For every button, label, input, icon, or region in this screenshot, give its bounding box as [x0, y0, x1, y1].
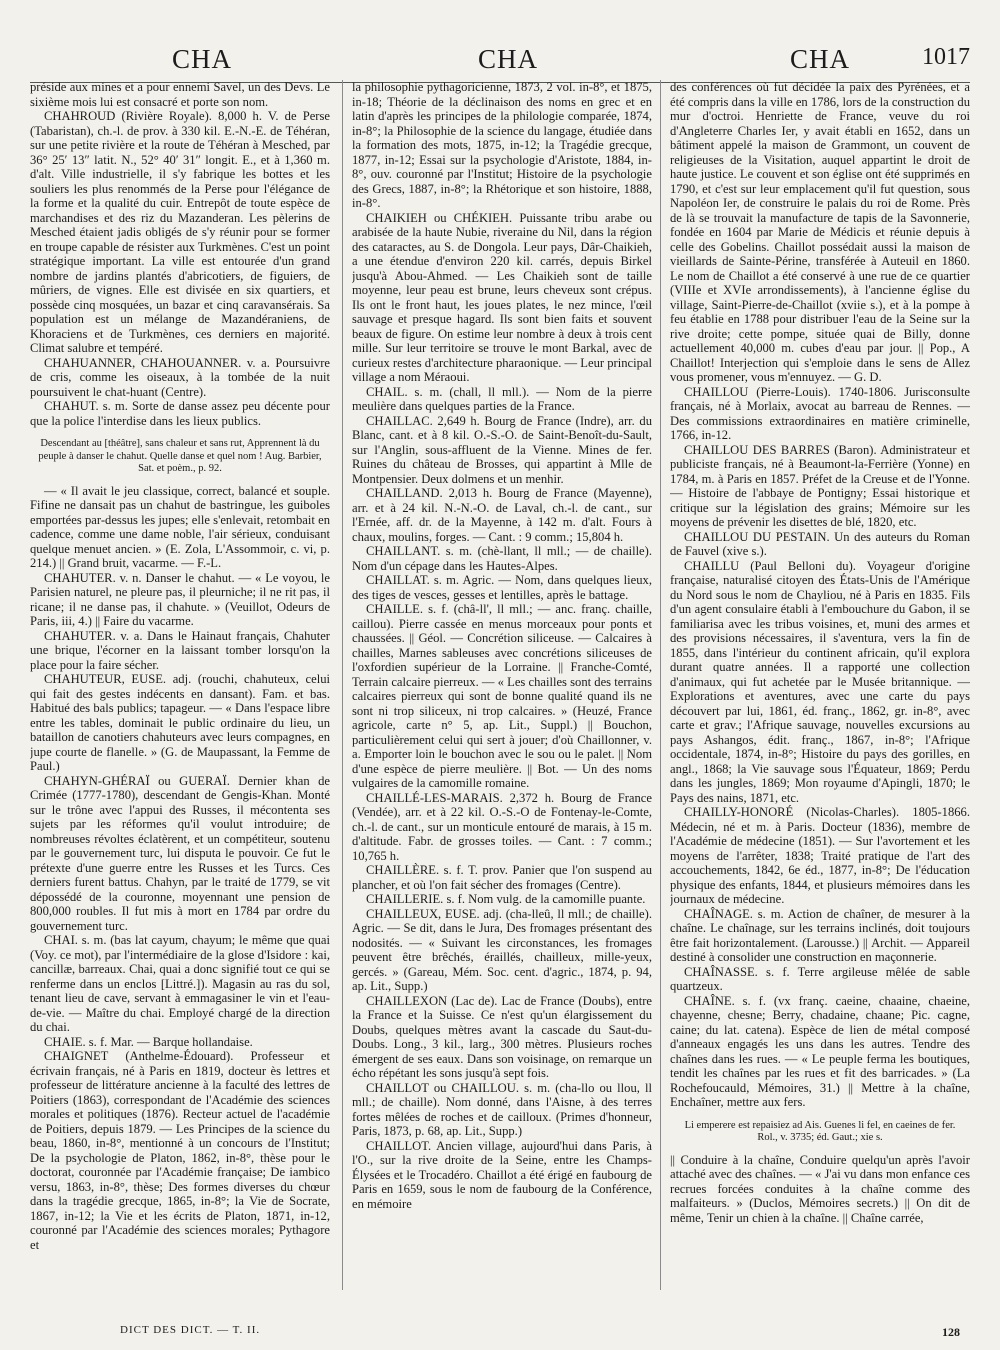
entry-chaille-les-marais: CHAILLÉ-LES-MARAIS. 2,372 h. Bourg de France (Vendée), arr. et à 22 kil. O.-S.-O de Fontenay-le-Comte, ch.-l. de cant., sur un monticule entouré de marais, à 15 m. d'altitude. Fabr. de grosses toiles. — Cant. : 7 comm.; 10,765 h. [352, 790, 652, 863]
entry-chahut: CHAHUT. s. m. Sorte de danse assez peu décente pour que la police l'interdise dans les lieux publics. [30, 399, 330, 428]
entry-chaikieh: CHAIKIEH ou CHÉKIEH. Puissante tribu arabe ou arabisée de la haute Nubie, riveraine du Nil, dans la région des cataractes, au S. de Dongola. Leur pays, Dâr-Chaikieh, a une étendue d'environ 220 kil. carrés, depuis Birkel jusqu'à Abou-Ahmed. — Les Chaikieh sont de taille moyenne, leur peau est brune, leurs cheveux sont crépus. Ils ont le front haut, les joues plates, le nez mince, l'œil sauvage et presque hagard. Ils sont bien faits et souvent beaux de figure. On estime leur nombre à deux à trois cent mille. Sur leur territoire se trouve le mont Barkal, avec de curieux restes d'architecture pharaonique. — Leur principal village a nom Méraoui. [352, 210, 652, 384]
entry-chaillot: CHAILLOT. Ancien village, aujourd'hui dans Paris, à l'O., sur la rive droite de la Seine, entre les Champs-Élysées et le Trocadéro. Chaillot a été érigé en faubourg de Paris en 1659, sous le nom de faubourg de la Conférence, en mémoire [352, 1138, 652, 1211]
entry-chaillu: CHAILLU (Paul Belloni du). Voyageur d'origine française, naturalisé citoyen des États-Unis de l'Amérique du Nord sous le nom de Chayliou, né à Paris en 1835. Fils d'un agent consulaire établi à l'embouchure du Gabon, il se familiarisa avec les tribus voisines, et, muni des armes et des provisions nécessaires, il s'aventura, vers la fin de 1855, dans l'intérieur du continent africain, qu'il explora durant quatre années. Il a rapporté une collection d'animaux, qui fut achetée par le Musée britannique. — Explorations et aventures, avec une carte du pays découvert par lui, 1861, éd. franç., 1862, gr. in-8°, avec carte et grav.; l'Afrique sauvage, nouvelles excursions au pays Ashangos, édit. franç., 1867, in-8°; l'Afrique occidentale, 1874, in-8°; Histoire du pays des gorilles, en angl., 1868; la Vie sauvage sous l'Équateur, 1869; Perdu dans les jungles, 1869; Mon royaume d'Apingli, 1870; le Pays des nains, 1871, etc. [670, 558, 970, 805]
volume-signature: DICT DES DICT. — T. II. [120, 1324, 261, 1336]
entry-chaillerie: CHAILLERIE. s. f. Nom vulg. de la camomille puante. [366, 892, 646, 906]
entry-chaillou: CHAILLOU (Pierre-Louis). 1740-1806. Jurisconsulte français, né à Morlaix, avocat au barreau de Rennes. — Des commissions extraordinaires en matière criminelle, 1766, in-12. [670, 384, 970, 442]
column-divider [342, 80, 343, 1290]
entry-chaillat: CHAILLAT. s. m. Agric. — Nom, dans quelques lieux, des tiges de vesces, gesses et lentilles, après le battage. [352, 573, 652, 602]
entry-chailly-honore: CHAILLY-HONORÉ (Nicolas-Charles). 1805-1866. Médecin, né et m. à Paris. Docteur (1836), membre de l'Académie de médecine (1851). — Sur l'avortement et les moyens de l'arrêter, 1838; Traité pratique de l'art des accouchements, 1842, 6e éd., 1877, in-8°; De l'éducation physique des enfants, 1844, et plusieurs mémoires dans les journaux de médecine. [670, 805, 970, 906]
entry-chahuanner: CHAHUANNER, CHAHOUANNER. v. a. Poursuivre de cris, comme les oiseaux, à la tombée de la nuit poursuivent le chat-huant (Centre). [30, 355, 330, 399]
running-head-right: CHA [790, 44, 851, 74]
entry-paragraph: la philosophie pythagoricienne, 1873, 2 vol. in-8°, et 1875, in-18; Théorie de la déclinaison des noms en grec et en latin d'après les principes de la philologie comparée, 1874, in-8°; la Philosophie de la science du langage, étudiée dans la formation des mots, 1875, in-12; la Tragédie grecque, 1877, in-12; Essai sur la psychologie d'Aristote, 1884, in-8°, ouv. couronné par l'Institut; Histoire de la psychologie des Grecs, 1887, in-8°; la Rhétorique et son histoire, 1888, in-8°. [352, 80, 652, 210]
entry-paragraph: || Conduire à la chaîne, Conduire quelqu'un après l'avoir attaché avec des chaînes. — « J'ai vu dans mon enfance ces recrues forcées conduites à la chaîne comme des malfaiteurs. » (Duclos, Mémoires secrets.) || On dit de même, Tenir un chien à la chaîne. || Chaîne carrée, [670, 1152, 970, 1225]
entry-paragraph: des conférences où fut décidée la paix des Pyrénées, et a été compris dans la ville en 1786, lors de la construction du mur d'octroi. Henriette de France, veuve du roi d'Angleterre Charles Ier, y avait établi en 1652, dans un bâtiment appelé la maison de Grammont, un couvent de religieuses de la Visitation, auquel appartint le droit de haute justice. Le couvent et son église ont été supprimés en 1790, et c'est sur leur emplacement qu'il fut question, sous Napoléon Ier, de construire le palais du roi de Rome. Près de là se trouvait la manufacture de tapis de la Savonnerie, fondée en 1604 par Marie de Médicis et réunie depuis à celle des Gobelins. Chaillot possédait aussi la maison de vieillards de Sainte-Périne, transférée à Auteuil en 1860. Le nom de Chaillot a été conservé à une rue de ce quartier (VIIIe et XVIe arrondissements), à l'ancienne église du village, Saint-Pierre-de-Chaillot (xviie s.), et à la pompe à feu établie en 1788 pour distribuer l'eau de la Seine sur la rive droite; cette pompe, située quai de Billy, donne actuellement 40,000 m. cubes d'eau par jour. || Pop., A Chaillot! Interjection qui s'emploie dans le sens de Allez vous promener, vous m'ennuyez. — G. D. [670, 80, 970, 384]
signature-number: 128 [942, 1325, 960, 1339]
entry-chaillere: CHAILLÈRE. s. f. T. prov. Panier que l'on suspend au plancher, et où l'on fait sécher des fromages (Centre). [352, 863, 652, 892]
verse-quote: Li emperere est repaisiez ad Ais. Guenes li fel, en caeines de fer. Rol., v. 3735; éd. Gaut.; xie s. [684, 1119, 956, 1143]
verse-quote: Descendant au [théâtre], sans chaleur et sans rut, Apprennent là du peuple à danser le chahut. Quelle danse et quel nom ! Aug. Barbier, Sat. et poèm., p. 92. [38, 438, 322, 474]
entry-chahuter: CHAHUTER. v. n. Danser le chahut. — « Le voyou, le Parisien naturel, ne pleure pas, il pleurniche; il ne rit pas, il ricane; il ne danse pas, il chahute. » (Veuillot, Odeurs de Paris, iii, 4.) || Faire du vacarme. [30, 570, 330, 628]
entry-chainasse: CHAÎNASSE. s. f. Terre argileuse mêlée de sable quartzeux. [670, 964, 970, 993]
entry-chail: CHAIL. s. m. (chall, ll mll.). — Nom de la pierre meulière dans quelques parties de la France. [352, 384, 652, 413]
entry-paragraph: préside aux mines et a pour ennemi Savel, un des Devs. Le sixième mois lui est consacré et porte son nom. [30, 80, 330, 109]
entry-chailland: CHAILLAND. 2,013 h. Bourg de France (Mayenne), arr. et à 24 kil. N.-N.-O. de Laval, ch.-l. de cant., sur l'Ernée, aff. dr. de la Mayenne, à 142 m. d'alt. Fours à chaux, moulins, forges. — Cant. : 9 comm.; 15,804 h. [352, 486, 652, 544]
column-3 [670, 80, 970, 1290]
entry-chaillot-chaillou: CHAILLOT ou CHAILLOU. s. m. (cha-llo ou llou, ll mll.; de chaille). Nom donné, dans l'Aisne, à des terres fortes mêlées de roches et de cailloux. (Primes d'honneur, Paris, 1873, p. 68, ap. Lit., Supp.) [352, 1080, 652, 1138]
entry-chahroud: CHAHROUD (Rivière Royale). 8,000 h. V. de Perse (Tabaristan), ch.-l. de prov. à 330 kil. E.-N.-E. de Téhéran, sur une petite rivière et la route de Téhéran à Mesched, par 36° 25′ 13″ latit. N., 52° 40′ 31″ longit. E., et à 1,360 m. d'alt. Ville industrielle, il s'y fabrique les bottes et les souliers les plus renommés de la Perse pour l'élégance de la forme et la qualité du cuir. Entrepôt de toute espèce de marchandises et des riz du Mazanderan. Les pèlerins de Mesched étaient jadis obligés de s'y réunir pour se former en troupe capable de résister aux Turkmènes. C'est un point stratégique important. La ville est entourée d'un grand nombre de jardins plantés d'abricotiers, de figuiers, de mûriers, de vignes. Elle est divisée en six quartiers, et possède cinq mosquées, un bazar et cinq caravansérais. Sa population est un mélange de Mazandéraniens, de Khoraciens et de Turkmènes, ces derniers en majorité. Climat salubre et tempéré. [30, 109, 330, 355]
entry-chaillexon: CHAILLEXON (Lac de). Lac de France (Doubs), entre la France et la Suisse. Ce n'est qu'un élargissement du Doubs, quelques mètres avant la cascade du Saut-du-Doubs. Long., 3 kil., larg., 300 mètres. Plusieurs roches émergent de ses eaux. Dans son voisinage, on remarque un écho répétant les sons jusqu'à sept fois. [352, 993, 652, 1080]
entry-chaille: CHAILLE. s. f. (châ-ll', ll mll.; — anc. franç. chaille, caillou). Pierre cassée en menus morceaux pour ponts et chaussées. || Géol. — Concrétion siliceuse. — Calcaires à chailles, Marnes sableuses avec concrétions siliceuses de l'oxfordien supérieur de la Lorraine. || Franche-Comté, Terrain calcaire pierreux. — « Les chailles sont des terrains calcaires pierreux qui sont de bonne qualité quand ils ne sont ni trop siliceux, ni trop calcaires. » (Heuzé, France agricole, carte n° 5, ap. Lit., Suppl.) || Bouchon, particulièrement celui qui sert à jouer; d'où Chaillonner, v. a. Emporter loin le bouchon avec le sou ou le palet. || Nom d'une espèce de pierre meulière. || Bot. — Un des noms vulgaires de la camomille romaine. [352, 602, 652, 790]
entry-chailleux: CHAILLEUX, EUSE. adj. (cha-lleû, ll mll.; de chaille). Agric. — Se dit, dans le Jura, Des fromages présentant des nodosités. — « Suivant les circonstances, les fromages peuvent être brêchés, éraillés, chailleux, mille-yeux, gercés. » (Gareau, Mém. Soc. cent. d'agric., 1874, p. 94, ap. Lit., Supp.) [352, 906, 652, 993]
running-head-center: CHA [478, 44, 539, 74]
entry-chaie: CHAIE. s. f. Mar. — Barque hollandaise. [44, 1034, 253, 1049]
column-2 [352, 80, 652, 1290]
entry-chahyn-gherai: CHAHYN-GHÉRAÏ ou GUERAÏ. Dernier khan de Crimée (1777-1780), descendant de Gengis-Khan. Monté sur le trône avec l'appui des Russes, il mécontenta ses sujets par les réformes qu'il voulut introduire; de nombreuses révoltes éclatèrent, et un compétiteur, soutenu par le gouvernement turc, lui disputa le pouvoir. Ce fut le prétexte d'une guerre entre les Russes et les Turcs. Ces derniers furent battus. Chahyn, par le traité de 1779, se vit dépossédé de la couronne, moyennant une pension de 800,000 roubles. Il fut mis à mort en 1784 par ordre du gouvernement turc. [30, 773, 330, 933]
entry-chaine: CHAÎNE. s. f. (vx franç. caeine, chaaine, chaeine, chayenne, chesne; Berry, chadaine, chaane; Pic. cagne, caine; du lat. catena). Espèce de lien de métal composé d'anneaux engagés les uns dans les autres. Tendre des chaînes dans les rues. — « Le peuple ferma les boutiques, tendit les chaînes par les rues et fit des barricades. » (La Rochefoucauld, Mémoires, 31.) || Mettre à la chaîne, Enchaîner, mettre aux fers. [670, 993, 970, 1109]
entry-chai: CHAI. s. m. (bas lat cayum, chayum; le même que quai (Voy. ce mot), par l'intermédiaire de la glose d'Isidore : kai, cancillæ, barreaux. Chai, quai a donc signifié tout ce qui se renferme dans un enclos [Littré.]). Magasin au ras du sol, tenant lieu de cave, servant à emmagasiner le vin et l'eau-de-vie. — Maître du chai. Employé chargé de la direction du chai. [30, 933, 330, 1034]
entry-chaillou-du-pestain: CHAILLOU DU PESTAIN. Un des auteurs du Roman de Fauvel (xive s.). [670, 529, 970, 558]
page-header [30, 42, 970, 83]
entry-chahuter-2: CHAHUTER. v. a. Dans le Hainaut français, Chahuter une brique, l'écorner en la laissant tomber lorsqu'on la place pour la faire sécher. [30, 628, 330, 672]
page-number: 1017 [922, 44, 970, 70]
running-head-left: CHA [172, 44, 233, 74]
text-columns [30, 80, 970, 1290]
entry-chaillou-des-barres: CHAILLOU DES BARRES (Baron). Administrateur et publiciste français, né à Beaumont-la-Ferrière (Yonne) en 1784, m. à Paris en 1857. Préfet de la Creuse et de l'Yonne. — Histoire de l'abbaye de Pontigny; Essai historique et critique sur la législation des grains; Mémoire sur les moyens de prévenir les disettes de blé, 1820, etc. [670, 442, 970, 529]
entry-chaillant: CHAILLANT. s. m. (chè-llant, ll mll.; — de chaille). Nom d'un cépage dans les Hautes-Alpes. [352, 544, 652, 573]
entry-paragraph: — « Il avait le jeu classique, correct, balancé et souple. Fifine ne dansait pas un chahut de bastringue, les guiboles emportées par-dessus les jupes; elle s'enlevait, retombait en cadence, comme une dame noble, l'air sérieux, conduisant quelque menuet ancien. » (E. Zola, L'Assommoir, c. vi, p. 214.) || Grand bruit, vacarme. — F.-L. [30, 483, 330, 570]
column-1 [30, 80, 330, 1290]
entry-chaignet: CHAIGNET (Anthelme-Édouard). Professeur et écrivain français, né à Paris en 1819, docteur ès lettres et professeur de littérature ancienne à la faculté des lettres de Poitiers (1863), correspondant de l'Académie des sciences morales et politiques (1876). Recteur actuel de l'académie de Poitiers, depuis 1879. — Les Principes de la science du beau, 1860, in-8°, mentionné à un concours de l'Institut; De la psychologie de Platon, 1862, in-8°, thèse pour le doctorat, couronnée par l'Académie française; De iambico versu, 1863, in-8°, thèse; Des formes diverses du chœur dans la tragédie grecque, 1865, in-8°; la Vie de Socrate, 1867, in-12; la Vie et les écrits de Platon, 1871, in-12, couronné par l'Académie des sciences morales; Pythagore et [30, 1049, 330, 1252]
entry-chahuteur: CHAHUTEUR, EUSE. adj. (rouchi, chahuteux, celui qui fait des gestes indécents en dansant). Fam. et bas. Habitué des bals publics; tapageur. — « Dans l'espace libre entre les tables, dominait le public ordinaire du lieu, un bataillon de canotiers chahuteurs avec leurs compagnes, en jupe courte de flanelle. » (G. de Maupassant, la Femme de Paul.) [30, 672, 330, 773]
entry-chainage: CHAÎNAGE. s. m. Action de chaîner, de mesurer à la chaîne. Le chaînage, sur les terrains inclinés, doit toujours être fait horizontalement. (Larousse.) || Archit. — Appareil destiné à consolider une construction en maçonnerie. [670, 906, 970, 964]
entry-chaillac: CHAILLAC. 2,649 h. Bourg de France (Indre), arr. du Blanc, cant. et à 8 kil. O.-S.-O. de Saint-Benoît-du-Sault, sur l'Anglin, sous-affluent de la Vienne. Mines de fer. Ruines du château de Brosses, qui appartint à Mlle de Montpensier. Deux dolmens et un menhir. [352, 413, 652, 486]
column-divider [660, 80, 661, 1290]
